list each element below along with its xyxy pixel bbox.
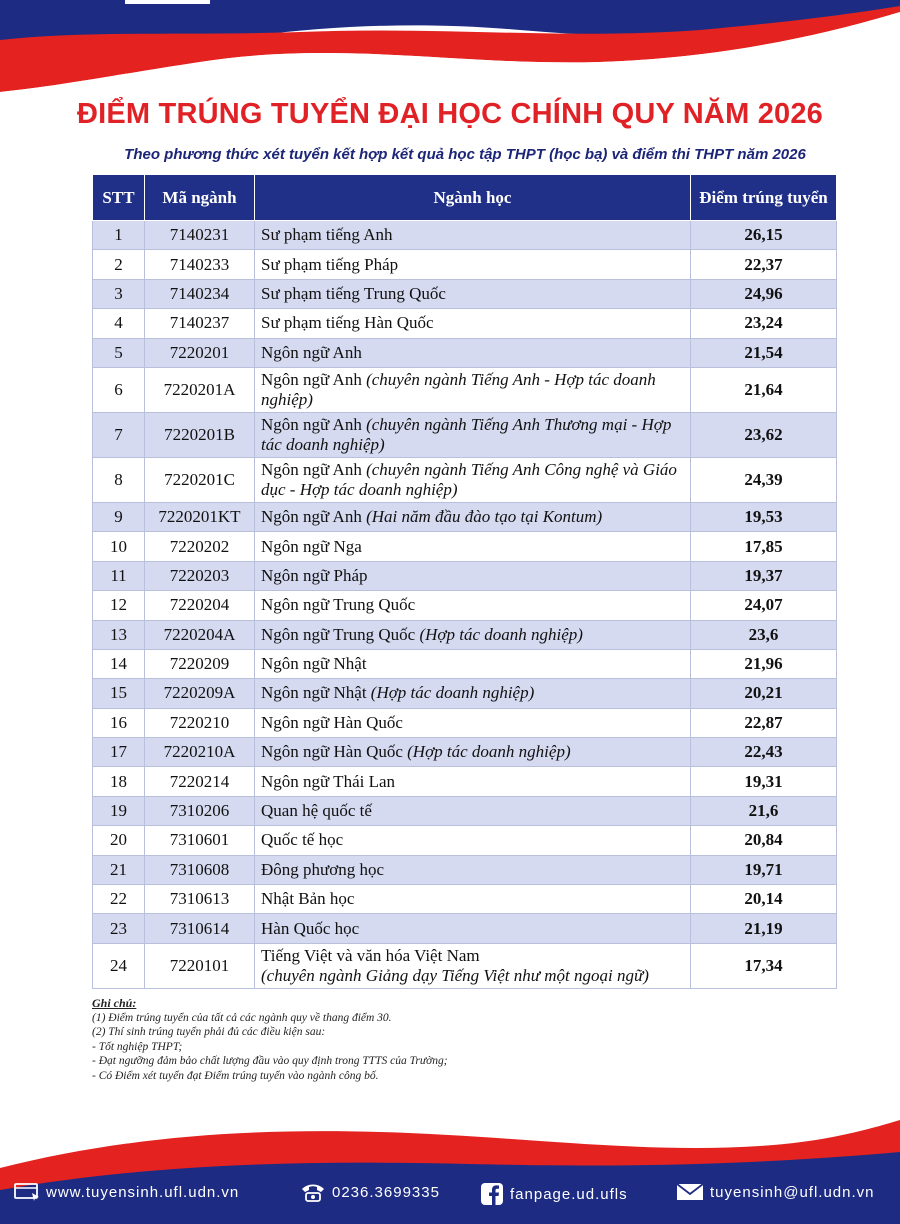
row-stt: 4 [93, 309, 145, 338]
notes-title: Ghi chú: [92, 996, 137, 1010]
row-major [255, 738, 691, 767]
footer-website[interactable] [14, 1182, 239, 1202]
row-code: 7220203 [145, 561, 255, 590]
major-name: Ngôn ngữ Anh [261, 459, 367, 479]
row-code: 7140231 [145, 221, 255, 250]
table-row [93, 561, 837, 590]
row-major [255, 279, 691, 308]
row-code: 7220210 [145, 708, 255, 737]
row-stt: 5 [93, 338, 145, 367]
major-note: (chuyên ngành Tiếng Anh Thương mại - Hợp tác doanh nghiệp) [261, 414, 672, 454]
row-code: 7220201KT [145, 502, 255, 531]
table-row [93, 457, 837, 502]
row-code: 7220209A [145, 679, 255, 708]
row-stt: 18 [93, 767, 145, 796]
row-score: 21,64 [691, 367, 837, 412]
page-title: ĐIỂM TRÚNG TUYỂN ĐẠI HỌC CHÍNH QUY NĂM 2026 [76, 98, 824, 130]
table-row [93, 338, 837, 367]
row-code: 7140233 [145, 250, 255, 279]
note-line: - Có Điểm xét tuyển đạt Điểm trúng tuyển vào ngành công bố. [92, 1069, 379, 1082]
major-name: Ngôn ngữ Hàn Quốc [261, 742, 408, 762]
row-code: 7310206 [145, 796, 255, 825]
phone-text: 0236.3699335 [332, 1183, 440, 1201]
table-row [93, 943, 837, 988]
row-code: 7220101 [145, 943, 255, 988]
row-major [255, 708, 691, 737]
row-stt: 23 [93, 914, 145, 943]
row-major [255, 457, 691, 502]
note-line: - Đạt ngưỡng đảm bảo chất lượng đầu vào quy định trong TTTS của Trường; [92, 1055, 448, 1067]
table-row [93, 885, 837, 914]
footer-phone[interactable] [300, 1182, 440, 1202]
header-stt: STT [93, 175, 145, 221]
table-row [93, 914, 837, 943]
major-name: Ngôn ngữ Hàn Quốc [261, 712, 403, 732]
major-name: Quốc tế học [261, 830, 344, 850]
row-score: 19,37 [691, 561, 837, 590]
page-subtitle: Theo phương thức xét tuyển kết hợp kết quả học tập THPT (học bạ) và điểm thi THPT năm 2026 [124, 146, 806, 163]
major-name: Sư phạm tiếng Anh [261, 225, 393, 245]
table-row [93, 532, 837, 561]
table-row [93, 708, 837, 737]
row-major [255, 412, 691, 457]
note-line: - Tốt nghiệp THPT; [92, 1040, 183, 1053]
major-name: Nhật Bản học [261, 889, 355, 909]
facebook-icon [480, 1182, 504, 1206]
table-row [93, 502, 837, 531]
row-score: 21,54 [691, 338, 837, 367]
major-name: Hàn Quốc học [261, 918, 360, 938]
table-row [93, 221, 837, 250]
row-score: 22,87 [691, 708, 837, 737]
table-row [93, 620, 837, 649]
major-note: (chuyên ngành Tiếng Anh - Hợp tác doanh nghiệp) [261, 369, 656, 409]
major-name: Ngôn ngữ Nga [261, 536, 362, 556]
row-major [255, 309, 691, 338]
note-line: (1) Điểm trúng tuyển của tất cả các ngành quy về thang điểm 30. [92, 1011, 392, 1024]
row-score: 21,96 [691, 649, 837, 678]
row-major [255, 649, 691, 678]
row-score: 20,84 [691, 826, 837, 855]
row-code: 7220201A [145, 367, 255, 412]
web-icon [14, 1182, 40, 1202]
row-score: 21,19 [691, 914, 837, 943]
row-stt: 22 [93, 885, 145, 914]
row-code: 7220201B [145, 412, 255, 457]
footer-fanpage[interactable] [480, 1182, 628, 1206]
row-code: 7220202 [145, 532, 255, 561]
row-major [255, 885, 691, 914]
row-major [255, 620, 691, 649]
table-row [93, 767, 837, 796]
row-stt: 16 [93, 708, 145, 737]
table-row [93, 367, 837, 412]
major-note: (Hợp tác doanh nghiệp) [419, 624, 583, 644]
top-logo-strip [125, 0, 210, 4]
row-code: 7220209 [145, 649, 255, 678]
row-major [255, 338, 691, 367]
row-major [255, 914, 691, 943]
row-stt: 20 [93, 826, 145, 855]
header-score: Điểm trúng tuyển [691, 175, 837, 221]
row-stt: 17 [93, 738, 145, 767]
row-score: 23,6 [691, 620, 837, 649]
table-row [93, 279, 837, 308]
row-major [255, 561, 691, 590]
row-major [255, 591, 691, 620]
row-stt: 15 [93, 679, 145, 708]
row-score: 19,53 [691, 502, 837, 531]
row-code: 7220210A [145, 738, 255, 767]
row-major [255, 532, 691, 561]
row-code: 7220201 [145, 338, 255, 367]
major-name: Ngôn ngữ Anh [261, 342, 362, 362]
row-score: 24,07 [691, 591, 837, 620]
row-score: 26,15 [691, 221, 837, 250]
row-score: 24,39 [691, 457, 837, 502]
row-code: 7310614 [145, 914, 255, 943]
website-text: www.tuyensinh.ufl.udn.vn [46, 1183, 240, 1201]
row-code: 7220201C [145, 457, 255, 502]
row-code: 7310601 [145, 826, 255, 855]
table-row [93, 738, 837, 767]
row-code: 7220204A [145, 620, 255, 649]
row-stt: 24 [93, 943, 145, 988]
header-major-name: Ngành học [255, 175, 691, 221]
row-score: 17,34 [691, 943, 837, 988]
row-stt: 1 [93, 221, 145, 250]
major-name: Ngôn ngữ Anh [261, 414, 367, 434]
row-score: 23,62 [691, 412, 837, 457]
table-row [93, 855, 837, 884]
row-score: 24,96 [691, 279, 837, 308]
row-code: 7140237 [145, 309, 255, 338]
note-line: (2) Thí sinh trúng tuyển phải đủ các điều kiện sau: [92, 1026, 326, 1038]
major-name: Quan hệ quốc tế [261, 801, 372, 821]
major-name: Sư phạm tiếng Hàn Quốc [261, 313, 434, 333]
major-note: (Hợp tác doanh nghiệp) [370, 683, 535, 703]
major-note: (chuyên ngành Giảng dạy Tiếng Việt như một ngoại ngữ) [261, 965, 649, 985]
row-code: 7220214 [145, 767, 255, 796]
row-stt: 8 [93, 457, 145, 502]
row-major [255, 502, 691, 531]
table-row [93, 309, 837, 338]
row-stt: 14 [93, 649, 145, 678]
major-name: Tiếng Việt và văn hóa Việt Nam [261, 945, 480, 965]
row-major [255, 367, 691, 412]
row-score: 19,71 [691, 855, 837, 884]
row-code: 7220204 [145, 591, 255, 620]
table-row [93, 412, 837, 457]
row-stt: 11 [93, 561, 145, 590]
major-name: Sư phạm tiếng Pháp [261, 254, 399, 274]
row-score: 20,14 [691, 885, 837, 914]
major-name: Đông phương học [261, 859, 385, 879]
major-name: Ngôn ngữ Pháp [261, 565, 368, 585]
row-code: 7310608 [145, 855, 255, 884]
row-score: 23,24 [691, 309, 837, 338]
row-score: 22,43 [691, 738, 837, 767]
major-name: Ngôn ngữ Trung Quốc [261, 624, 420, 644]
phone-icon [300, 1182, 326, 1202]
row-score: 17,85 [691, 532, 837, 561]
table-row [93, 679, 837, 708]
row-major [255, 826, 691, 855]
row-major [255, 221, 691, 250]
row-stt: 12 [93, 591, 145, 620]
notes-section [92, 996, 792, 1083]
row-stt: 10 [93, 532, 145, 561]
major-name: Ngôn ngữ Thái Lan [261, 771, 396, 791]
email-text: tuyensinh@ufl.udn.vn [710, 1183, 875, 1201]
admission-score-table [92, 174, 837, 989]
footer-email[interactable] [676, 1182, 875, 1202]
table-row [93, 649, 837, 678]
row-stt: 7 [93, 412, 145, 457]
header-major-code: Mã ngành [145, 175, 255, 221]
fanpage-text: fanpage.ud.ufls [510, 1185, 628, 1203]
major-name: Ngôn ngữ Nhật [261, 654, 367, 674]
row-stt: 21 [93, 855, 145, 884]
table-header-row [93, 175, 837, 221]
row-stt: 9 [93, 502, 145, 531]
row-stt: 6 [93, 367, 145, 412]
row-score: 20,21 [691, 679, 837, 708]
table-row [93, 250, 837, 279]
row-major [255, 767, 691, 796]
row-score: 21,6 [691, 796, 837, 825]
major-name: Ngôn ngữ Trung Quốc [261, 595, 416, 615]
row-stt: 3 [93, 279, 145, 308]
row-major [255, 679, 691, 708]
row-stt: 19 [93, 796, 145, 825]
row-major [255, 943, 691, 988]
major-name: Sư phạm tiếng Trung Quốc [261, 283, 446, 303]
row-major [255, 796, 691, 825]
footer-contact-bar [0, 1170, 900, 1216]
table-row [93, 591, 837, 620]
major-name: Ngôn ngữ Anh [261, 507, 367, 527]
table-row [93, 796, 837, 825]
row-code: 7310613 [145, 885, 255, 914]
major-name: Ngôn ngữ Anh [261, 369, 367, 389]
row-score: 22,37 [691, 250, 837, 279]
row-score: 19,31 [691, 767, 837, 796]
major-name: Ngôn ngữ Nhật [261, 683, 371, 703]
major-note: (Hai năm đầu đào tạo tại Kontum) [366, 507, 603, 527]
row-stt: 2 [93, 250, 145, 279]
row-major [255, 855, 691, 884]
row-stt: 13 [93, 620, 145, 649]
major-note: (Hợp tác doanh nghiệp) [407, 742, 571, 762]
major-note: (chuyên ngành Tiếng Anh Công nghệ và Giáo dục - Hợp tác doanh nghiệp) [261, 459, 677, 499]
email-icon [676, 1182, 704, 1202]
table-row [93, 826, 837, 855]
row-major [255, 250, 691, 279]
row-code: 7140234 [145, 279, 255, 308]
